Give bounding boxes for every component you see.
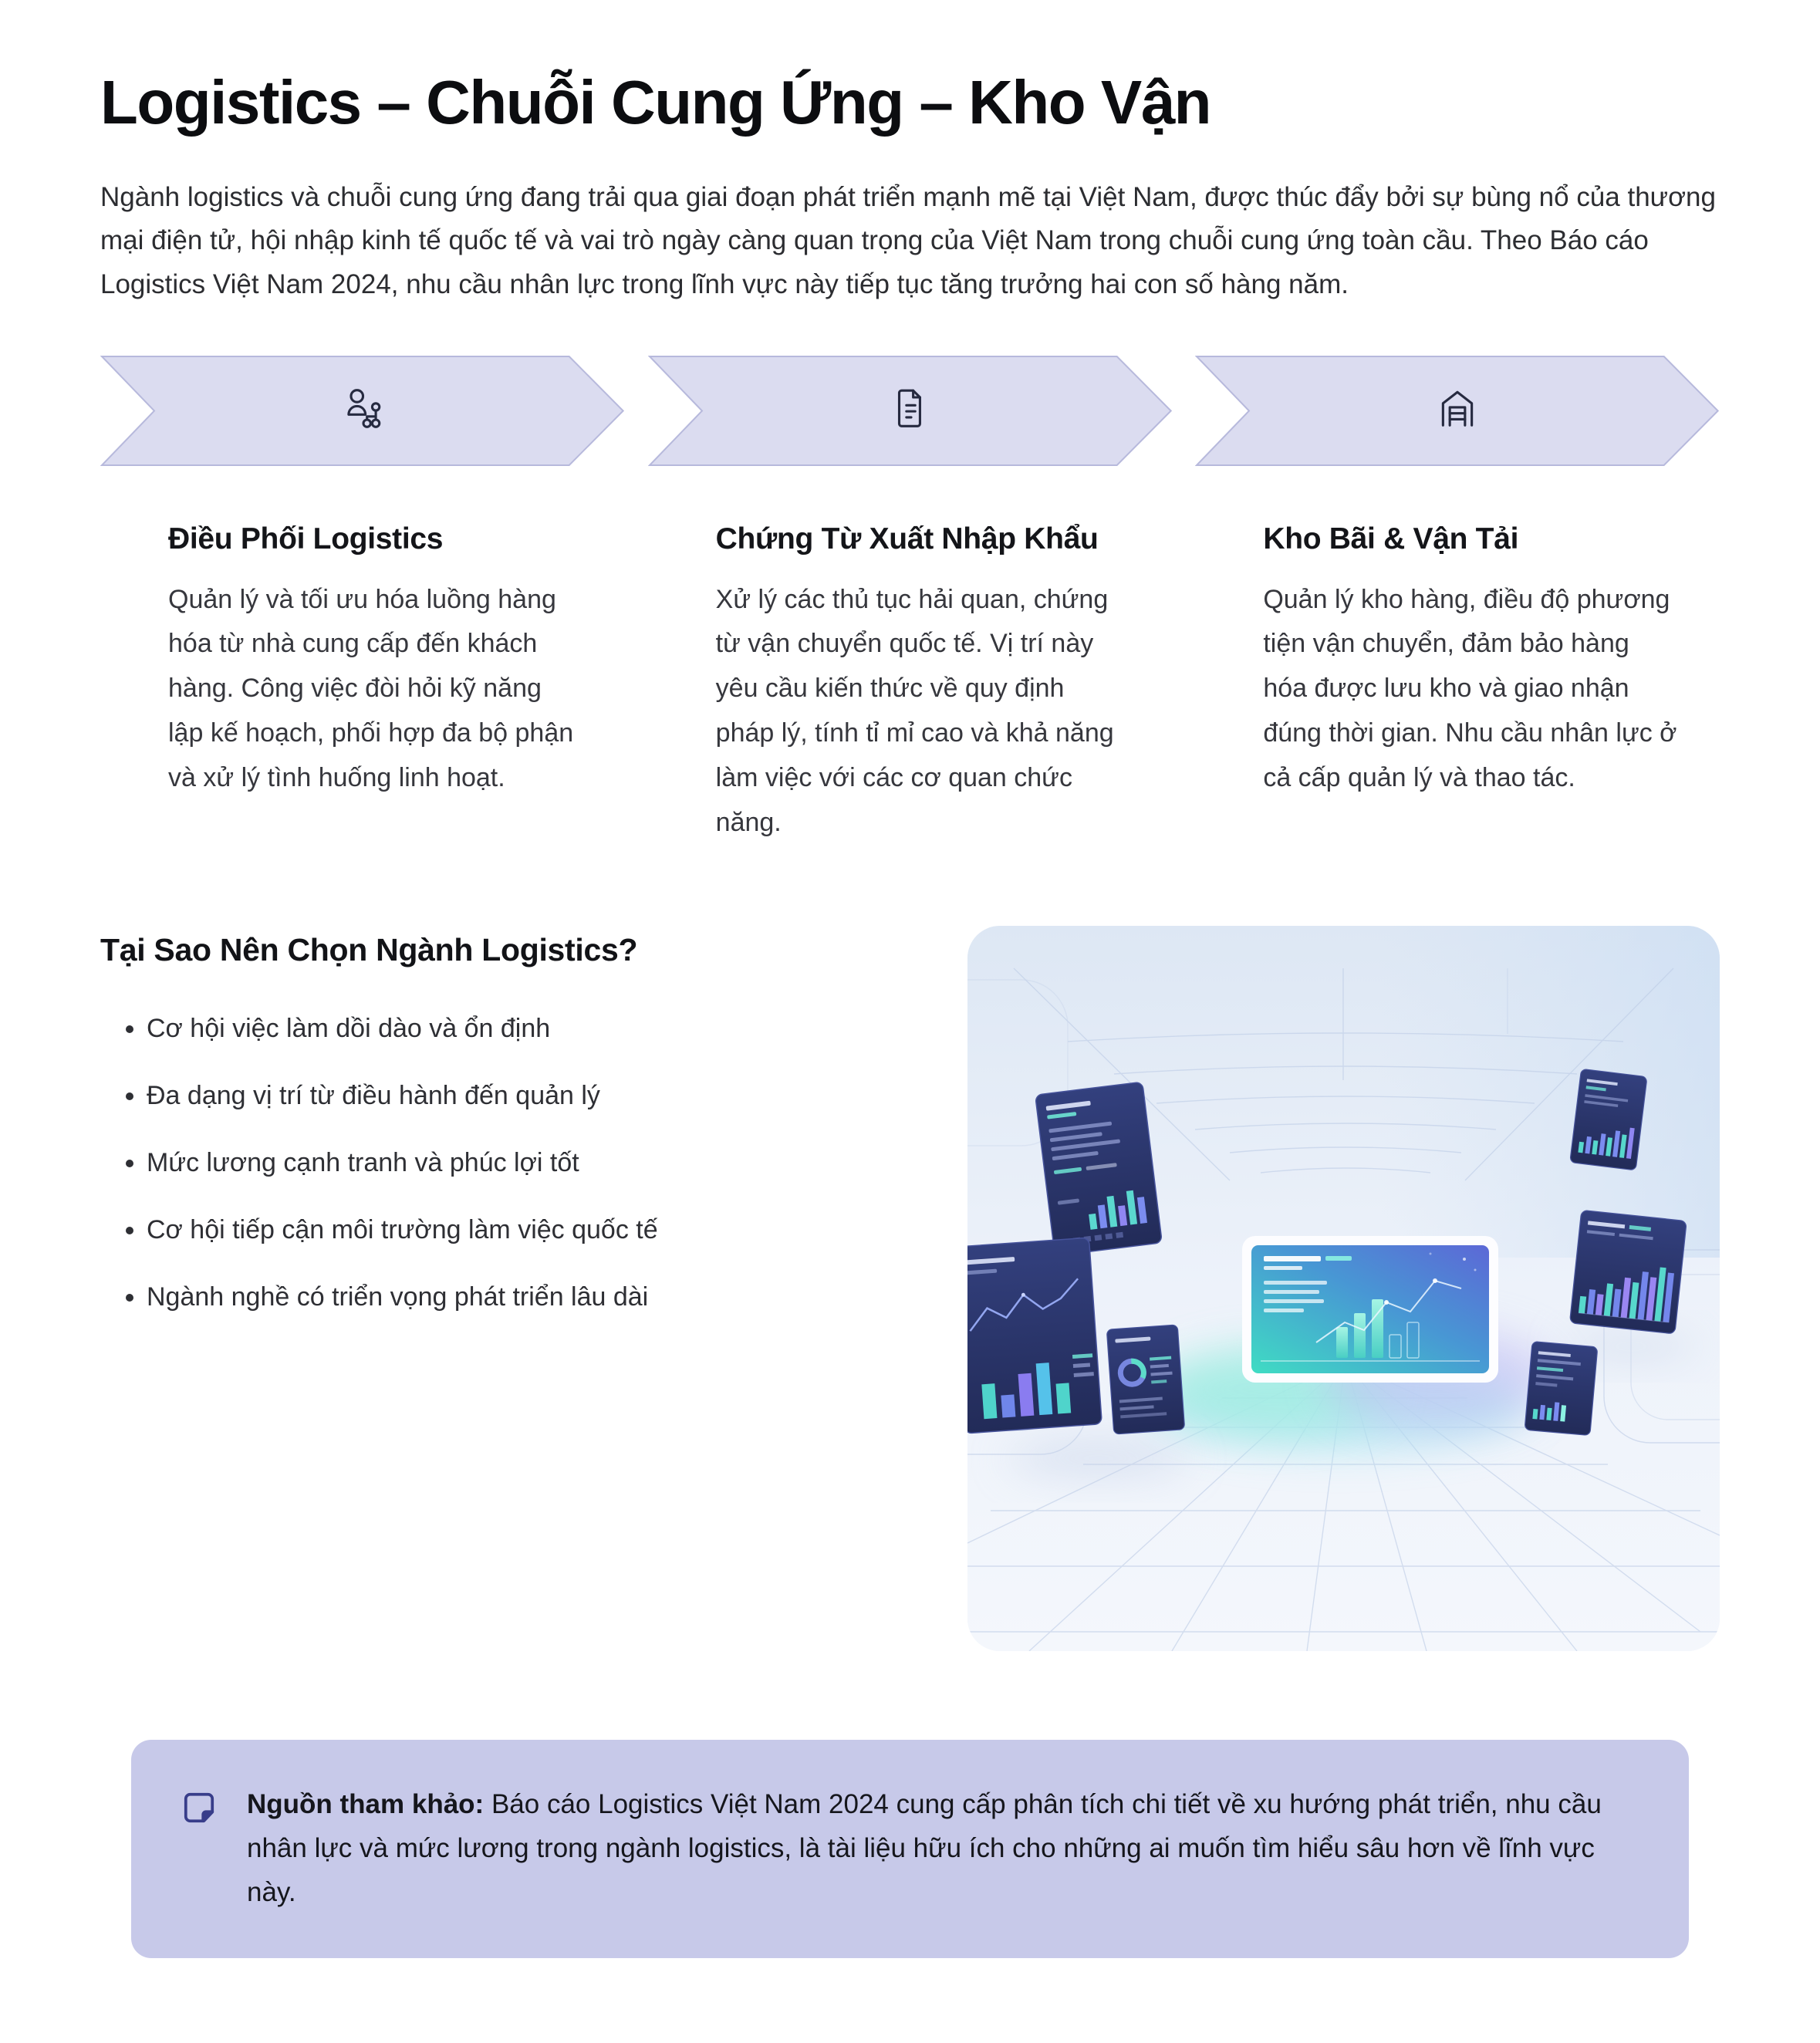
role-title: Chứng Từ Xuất Nhập Khẩu bbox=[715, 522, 1099, 555]
role-columns bbox=[100, 467, 1720, 846]
role-description: Quản lý và tối ưu hóa luồng hàng hóa từ nhà cung cấp đến khách hàng. Công việc đòi hỏi kỹ năng lập kế hoạch, phối hợp đa bộ phận và xử lý tình huống linh hoạt. bbox=[168, 584, 574, 792]
process-chevron-row bbox=[100, 355, 1720, 467]
list-item: • Đa dạng vị trí từ điều hành đến quản lý bbox=[147, 1079, 913, 1114]
note-icon bbox=[181, 1789, 218, 1830]
role-title: Điều Phối Logistics bbox=[168, 522, 444, 555]
page-title: Logistics – Chuỗi Cung Ứng – Kho Vận bbox=[100, 68, 1211, 137]
callout-body: Báo cáo Logistics Việt Nam 2024 cung cấp phân tích chi tiết về xu hướng phát triển, nhu cầu nhân lực và mức lương trong ngành logistics, là tài liệu hữu ích cho những ai muốn tìm hiểu sâu hơn về lĩnh vực này. bbox=[247, 1789, 1602, 1907]
chevron-banner-dieu-phoi bbox=[100, 355, 625, 467]
article-page bbox=[0, 68, 1820, 1958]
role-description: Xử lý các thủ tục hải quan, chứng từ vận chuyển quốc tế. Vị trí này yêu cầu kiến thức về quy định pháp lý, tính tỉ mỉ cao và khả năng làm việc với các cơ quan chức năng. bbox=[715, 584, 1114, 837]
list-item: • Cơ hội việc làm dồi dào và ổn định bbox=[147, 1011, 913, 1047]
callout-text bbox=[247, 1783, 1639, 1914]
list-item: • Mức lương cạnh tranh và phúc lợi tốt bbox=[147, 1146, 913, 1181]
role-title: Kho Bãi & Vận Tải bbox=[1263, 522, 1519, 555]
reference-callout bbox=[131, 1740, 1689, 1957]
why-section bbox=[100, 926, 913, 1346]
role-card-kho-bai bbox=[1195, 467, 1720, 846]
chevron-banner-chung-tu bbox=[648, 355, 1173, 467]
role-description: Quản lý kho hàng, điều độ phương tiện vận chuyển, đảm bảo hàng hóa được lưu kho và giao nhận đúng thời gian. Nhu cầu nhân lực ở cả cấp quản lý và thao tác. bbox=[1263, 584, 1677, 792]
logistics-dashboard-illustration bbox=[967, 926, 1720, 1651]
intro-paragraph: Ngành logistics và chuỗi cung ứng đang trải qua giai đoạn phát triển mạnh mẽ tại Việt Nam, được thúc đẩy bởi sự bùng nổ của thương mại điện tử, hội nhập kinh tế quốc tế và vai trò ngày càng quan trọng của Việt Nam trong chuỗi cung ứng toàn cầu. Theo Báo cáo Logistics Việt Nam 2024, nhu cầu nhân lực trong lĩnh vực này tiếp tục tăng trưởng hai con số hàng năm. bbox=[100, 181, 1716, 299]
warehouse-icon bbox=[1435, 387, 1480, 435]
callout-label: Nguồn tham khảo: bbox=[247, 1789, 485, 1820]
why-heading: Tại Sao Nên Chọn Ngành Logistics? bbox=[100, 932, 638, 968]
benefit-list bbox=[100, 1011, 913, 1315]
chevron-banner-kho-bai bbox=[1195, 355, 1720, 467]
person-hierarchy-icon bbox=[340, 387, 385, 435]
list-item: • Ngành nghề có triển vọng phát triển lâu dài bbox=[147, 1280, 913, 1315]
list-item: • Cơ hội tiếp cận môi trường làm việc quốc tế bbox=[147, 1213, 913, 1248]
document-icon bbox=[888, 387, 933, 435]
why-section-row bbox=[100, 926, 1720, 1651]
role-card-chung-tu bbox=[648, 467, 1173, 846]
role-card-dieu-phoi bbox=[100, 467, 625, 846]
